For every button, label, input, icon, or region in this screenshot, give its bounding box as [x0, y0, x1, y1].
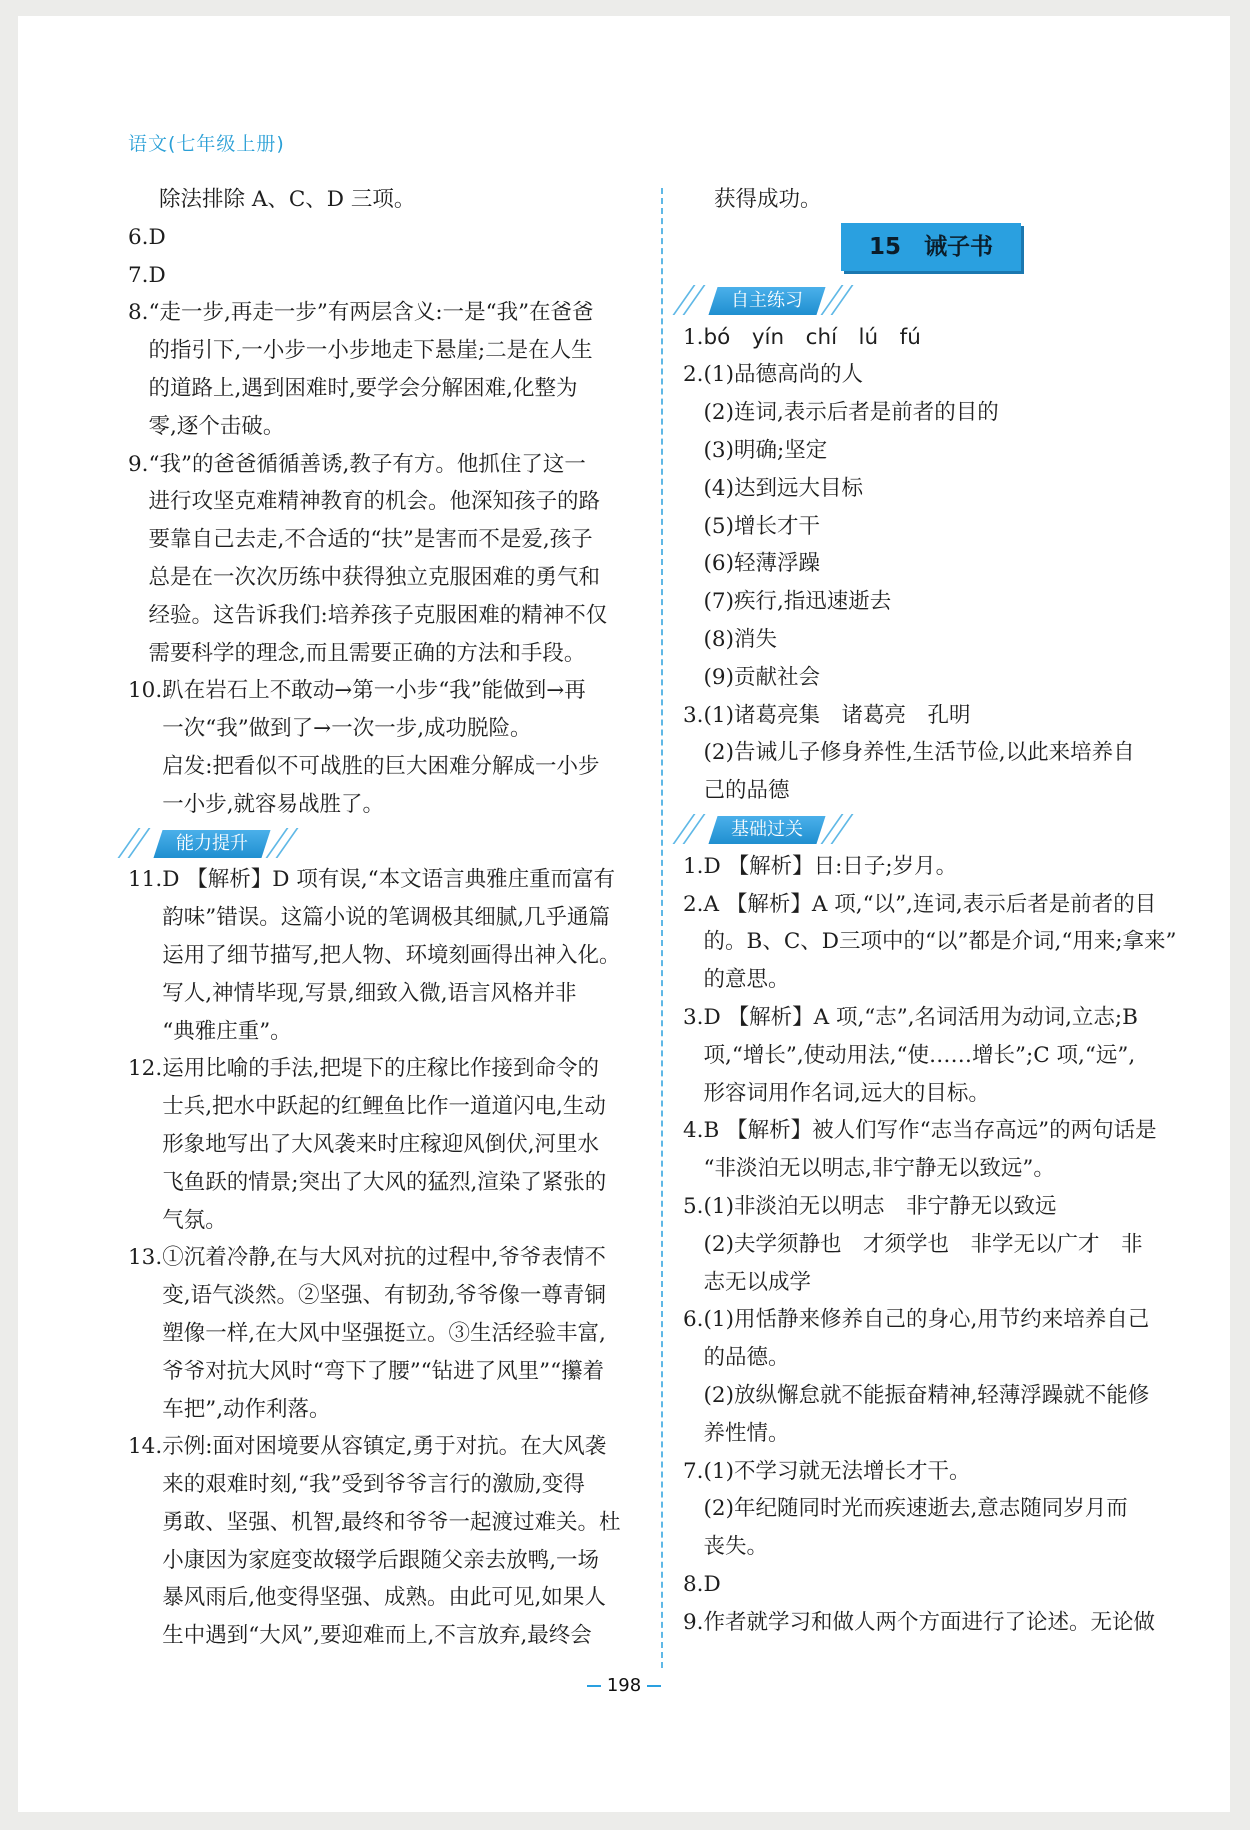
answer-6 [128, 219, 643, 257]
answer-line: 运用了细节描写,把人物、环境刻画得出神入化。 [162, 942, 621, 968]
answer-13 [128, 1239, 643, 1428]
answer-line: 一次“我”做到了→一次一步,成功脱险。 [162, 716, 532, 742]
answer-r1 [683, 319, 1193, 357]
answer-number: 14. [128, 1434, 163, 1460]
answer-line: 塑像一样,在大风中坚强挺立。③生活经验丰富, [162, 1320, 606, 1346]
answer-line: 士兵,把水中跃起的红鲤鱼比作一道道闪电,生动 [162, 1094, 606, 1120]
answer-10 [128, 672, 643, 823]
answer-line: 形容词用作名词,远大的目标。 [703, 1080, 990, 1106]
answer-line: 写人,神情毕现,写景,细致入微,语言风格并非 [162, 980, 577, 1006]
answer-line: 的指引下,一小步一小步地走下悬崖;二是在人生 [148, 338, 593, 364]
answer-line: (1)品德高尚的人 [703, 362, 863, 388]
answer-line: 启发:把看似不可战胜的巨大困难分解成一小步 [162, 753, 600, 779]
answer-number: 9. [128, 451, 149, 477]
answer-b4 [683, 1112, 1193, 1188]
answer-b2 [683, 886, 1193, 999]
answer-number: 6. [683, 1307, 704, 1333]
left-column [128, 181, 643, 1655]
continuation-text: 除法排除 A、C、D 三项。 [159, 187, 416, 212]
answer-line: 零,逐个击破。 [148, 413, 285, 439]
answer-14 [128, 1428, 643, 1655]
answer-number: 12. [128, 1056, 163, 1082]
answer-line: (3)明确;坚定 [703, 437, 828, 463]
answer-b6 [683, 1301, 1193, 1452]
answer-number: 13. [128, 1245, 163, 1271]
answer-number: 11. [128, 867, 163, 893]
page [18, 16, 1230, 1812]
answer-number: 3. [683, 702, 704, 728]
answer-number: 7. [683, 1458, 704, 1484]
answer-line: 的品德。 [703, 1345, 790, 1371]
answer-line: 进行攻坚克难精神教育的机会。他深知孩子的路 [148, 489, 601, 515]
answer-line: “非淡泊无以明志,非宁静无以致远”。 [703, 1156, 1055, 1182]
answer-line: (2)夫学须静也 才须学也 非学无以广才 非 [703, 1231, 1143, 1257]
answer-line: (8)消失 [703, 626, 777, 652]
answer-b1 [683, 848, 1193, 886]
answer-line: 示例:面对困境要从容镇定,勇于对抗。在大风袭 [162, 1434, 607, 1460]
answer-line: (9)贡献社会 [703, 664, 820, 690]
answer-9 [128, 446, 643, 673]
answer-line: 气氛。 [162, 1207, 227, 1233]
answer-b9 [683, 1604, 1193, 1642]
answer-8 [128, 294, 643, 445]
answer-number: 2. [683, 362, 704, 388]
answer-line: 趴在岩石上不敢动→第一小步“我”能做到→再 [162, 678, 586, 704]
page-header: 语文(七年级上册) [128, 133, 285, 155]
answer-line: (2)告诫儿子修身养性,生活节俭,以此来培养自 [703, 740, 1135, 766]
answer-line: (1)不学习就无法增长才干。 [703, 1458, 971, 1484]
answer-b7 [683, 1453, 1193, 1566]
answer-text: D [703, 1571, 721, 1597]
section-header-self-practice [683, 281, 1193, 319]
answer-number: 9. [683, 1609, 704, 1635]
answer-line: (2)年纪随同时光而疾速逝去,意志随同岁月而 [703, 1496, 1128, 1522]
answer-line: 项,“增长”,使动用法,“使……增长”;C 项,“远”, [703, 1042, 1136, 1068]
answer-line: 来的艰难时刻,“我”受到爷爷言行的激励,变得 [162, 1472, 585, 1498]
answer-line: 小康因为家庭变故辍学后跟随父亲去放鸭,一场 [162, 1547, 600, 1573]
answer-number: 8. [683, 1571, 704, 1597]
column-divider [661, 188, 663, 1668]
lesson-title-area [683, 219, 1193, 281]
answer-line: 要靠自己去走,不合适的“扶”是害而不是爱,孩子 [148, 527, 593, 553]
answer-text: D 【解析】日:日子;岁月。 [703, 853, 958, 879]
answer-line: (1)用恬静来修养自己的身心,用节约来培养自己 [703, 1307, 1150, 1333]
answer-text: bó yín chí lú fú [703, 324, 921, 350]
answer-number: 10. [128, 678, 163, 704]
answer-line: 志无以成学 [703, 1269, 812, 1295]
answer-line: B 【解析】被人们写作“志当存高远”的两句话是 [703, 1118, 1157, 1144]
answer-text: D [148, 262, 166, 288]
answer-line: 经验。这告诉我们:培养孩子克服困难的精神不仅 [148, 602, 608, 628]
answer-number: 5. [683, 1193, 704, 1219]
answer-line: (4)达到远大目标 [703, 475, 863, 501]
answer-line: 暴风雨后,他变得坚强、成熟。由此可见,如果人 [162, 1585, 606, 1611]
answer-7 [128, 257, 643, 295]
answer-line: 的道路上,遇到困难时,要学会分解困难,化整为 [148, 375, 578, 401]
answer-line: A 【解析】A 项,“以”,连词,表示后者是前者的目 [703, 891, 1157, 917]
answer-line: 需要科学的理念,而且需要正确的方法和手段。 [148, 640, 586, 666]
answer-line: ①沉着冷静,在与大风对抗的过程中,爷爷表情不 [162, 1245, 606, 1271]
answer-line: 的意思。 [703, 967, 790, 993]
answer-line: 总是在一次次历练中获得独立克服困难的勇气和 [148, 564, 601, 590]
answer-line: 的。B、C、D三项中的“以”都是介词,“用来;拿来” [703, 929, 1177, 955]
lesson-title: 15 诫子书 [841, 223, 1021, 271]
answer-line: 形象地写出了大风袭来时庄稼迎风倒伏,河里水 [162, 1131, 600, 1157]
answer-b3 [683, 999, 1193, 1112]
answer-number: 1. [683, 853, 704, 879]
answer-number: 3. [683, 1004, 704, 1030]
answer-line: 生中遇到“大风”,要迎难而上,不言放弃,最终会 [162, 1623, 592, 1649]
answer-line: 勇敢、坚强、机智,最终和爷爷一起渡过难关。杜 [162, 1509, 621, 1535]
answer-text: D [148, 224, 166, 250]
answer-number: 1. [683, 324, 704, 350]
answer-number: 7. [128, 262, 149, 288]
answer-line: 车把”,动作利落。 [162, 1396, 331, 1422]
answer-number: 8. [128, 300, 149, 326]
answer-b8 [683, 1566, 1193, 1604]
answer-line: 韵味”错误。这篇小说的笔调极其细腻,几乎通篇 [162, 905, 611, 931]
answer-line: (6)轻薄浮躁 [703, 551, 820, 577]
answer-b5 [683, 1188, 1193, 1301]
answer-line: (7)疾行,指迅速逝去 [703, 589, 892, 615]
answer-line: “典雅庄重”。 [162, 1018, 292, 1044]
continuation-text: 获得成功。 [714, 187, 822, 212]
answer-line: (2)连词,表示后者是前者的目的 [703, 400, 999, 426]
answer-line: (2)放纵懈怠就不能振奋精神,轻薄浮躁就不能修 [703, 1382, 1150, 1408]
page-number: 198 [18, 1675, 1230, 1696]
answer-r3 [683, 697, 1193, 810]
answer-line: (5)增长才干 [703, 513, 820, 539]
answer-line: 一小步,就容易战胜了。 [162, 791, 385, 817]
answer-line: “走一步,再走一步”有两层含义:一是“我”在爸爸 [148, 300, 594, 326]
answer-line: D 【解析】D 项有误,“本文语言典雅庄重而富有 [162, 867, 616, 893]
answer-line: 养性情。 [703, 1420, 790, 1446]
answer-line: (1)诸葛亮集 诸葛亮 孔明 [703, 702, 971, 728]
answer-number: 6. [128, 224, 149, 250]
answer-line: 变,语气淡然。②坚强、有韧劲,爷爷像一尊青铜 [162, 1283, 606, 1309]
answer-number: 2. [683, 891, 704, 917]
answer-11 [128, 861, 643, 1050]
section-tag: 能力提升 [153, 830, 270, 858]
answer-line: “我”的爸爸循循善诱,教子有方。他抓住了这一 [148, 451, 586, 477]
answer-line: D 【解析】A 项,“志”,名词活用为动词,立志;B [703, 1004, 1138, 1030]
answer-text: 作者就学习和做人两个方面进行了论述。无论做 [703, 1609, 1156, 1635]
answer-line: 己的品德 [703, 778, 790, 804]
section-header-ability [128, 824, 643, 862]
answer-number: 4. [683, 1118, 704, 1144]
section-tag: 基础过关 [708, 816, 825, 844]
answer-line: 丧失。 [703, 1534, 769, 1560]
answer-r2 [683, 356, 1193, 696]
answer-line: 飞鱼跃的情景;突出了大风的猛烈,渲染了紧张的 [162, 1169, 607, 1195]
answer-12 [128, 1050, 643, 1239]
answer-line: 爷爷对抗大风时“弯下了腰”“钻进了风里”“攥着 [162, 1358, 605, 1384]
section-tag: 自主练习 [708, 287, 825, 315]
right-column [683, 181, 1193, 1641]
answer-line: (1)非淡泊无以明志 非宁静无以致远 [703, 1193, 1057, 1219]
section-header-basic [683, 810, 1193, 848]
answer-line: 运用比喻的手法,把堤下的庄稼比作接到命令的 [162, 1056, 600, 1082]
